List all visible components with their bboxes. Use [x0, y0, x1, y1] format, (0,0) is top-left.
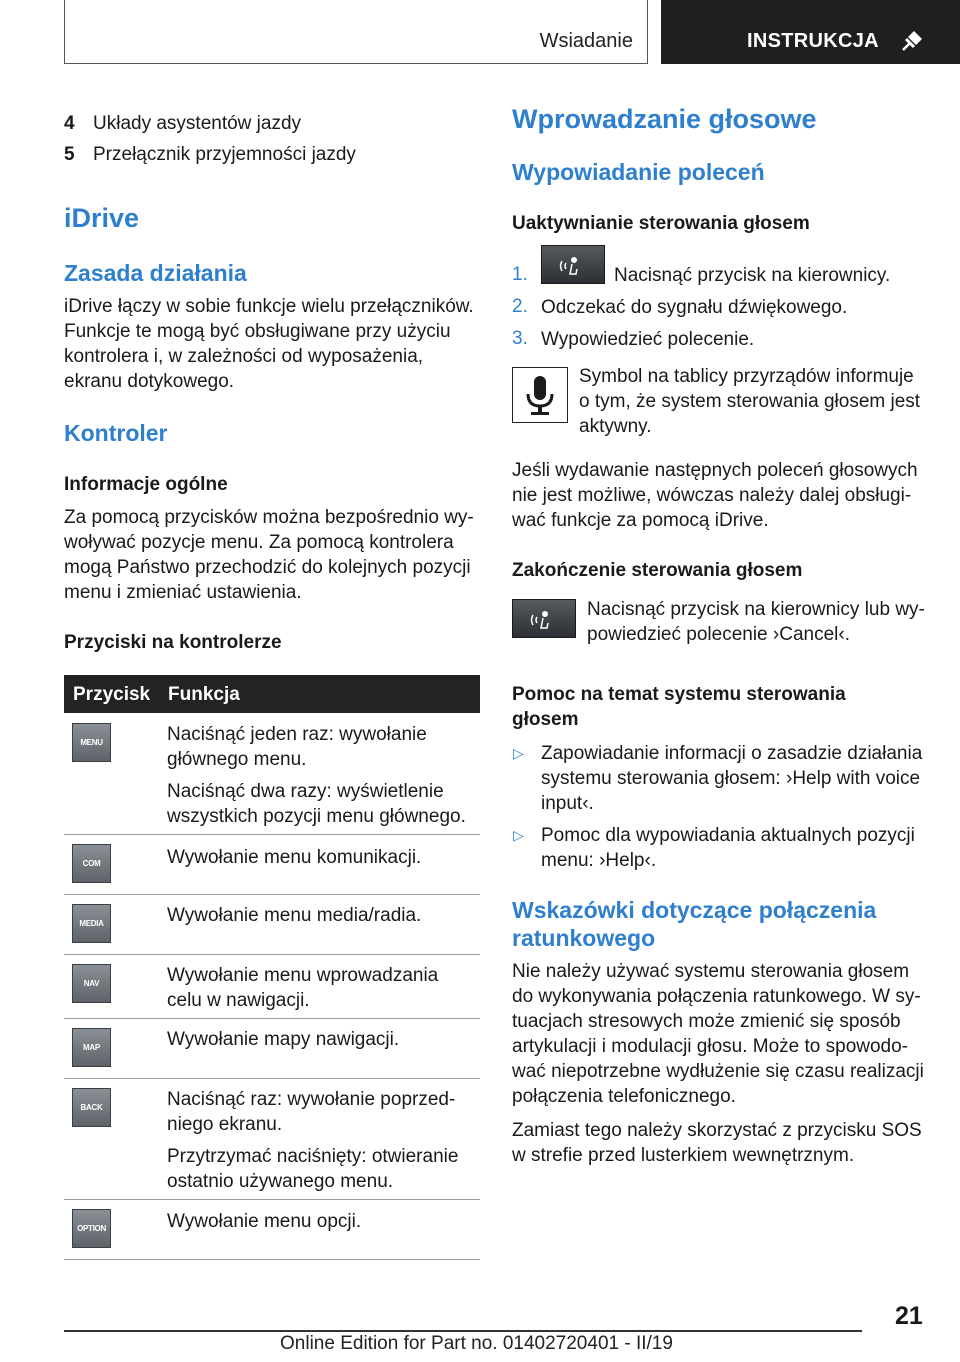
heading-wypowiadanie: Wypowiadanie poleceń — [512, 159, 765, 185]
paragraph-line: nie jest możliwe, wówczas należy dalej obsługi‐ — [512, 485, 912, 506]
page-number: 21 — [895, 1302, 923, 1330]
table-cell-line: Przytrzymać naciśnięty: otwieranie — [167, 1146, 459, 1167]
list-item-number: 5 — [64, 144, 75, 165]
table-row-divider — [64, 1259, 480, 1260]
paragraph-line: wać funkcje za pomocą iDrive. — [512, 510, 769, 531]
heading-kontroler: Kontroler — [64, 420, 168, 446]
header-section-box — [64, 0, 648, 64]
bullet-line: Pomoc dla wypowiadania aktualnych pozycji — [541, 825, 915, 846]
table-cell-line: Wywołanie menu opcji. — [167, 1211, 362, 1232]
bullet-line: menu: ›Help‹. — [541, 850, 657, 871]
table-header — [64, 675, 480, 713]
step-number: 1. — [512, 264, 528, 285]
table-cell-line: wszystkich pozycji menu głównego. — [167, 806, 466, 827]
paragraph-line: aktywny. — [579, 416, 652, 437]
heading-pomoc: Pomoc na temat systemu sterowania — [512, 684, 846, 705]
step-number: 2. — [512, 296, 528, 317]
back-button-icon: BACK — [72, 1088, 111, 1127]
voice-button-icon — [512, 599, 576, 638]
heading-przyciski: Przyciski na kontrolerze — [64, 632, 282, 653]
header-chapter-label: INSTRUKCJA — [747, 30, 879, 52]
table-cell-line: głównego menu. — [167, 749, 307, 770]
paragraph-line: mogą Państwo przechodzić do kolejnych pozycji — [64, 557, 471, 578]
paragraph-line: połączenia telefonicznego. — [512, 1086, 736, 1107]
bullet-triangle-icon: ▷ — [513, 827, 524, 843]
map-button-icon: MAP — [72, 1028, 111, 1067]
bullet-line: systemu sterowania głosem: ›Help with voice — [541, 768, 921, 789]
table-row-divider — [64, 894, 480, 895]
paragraph-line: Jeśli wydawanie następnych poleceń głosowych — [512, 460, 918, 481]
paragraph-line: Funkcje te mogą być obsługiwane przy użyciu — [64, 321, 451, 342]
pin-icon — [899, 28, 925, 54]
voice-button-icon — [541, 245, 605, 284]
heading-idrive: iDrive — [64, 203, 140, 233]
table-row-divider — [64, 954, 480, 955]
paragraph-line: kontrolera i, w zależności od wyposażenia, — [64, 346, 424, 367]
paragraph-line: artykulacji i modulacji głosu. Może to spowodo‐ — [512, 1036, 909, 1057]
step-text: Wypowiedzieć polecenie. — [541, 329, 755, 350]
heading-wskazowki-cont: ratunkowego — [512, 925, 656, 951]
list-item-text: Układy asystentów jazdy — [93, 113, 302, 134]
paragraph-line: do wykonywania połączenia ratunkowego. W sy‐ — [512, 986, 921, 1007]
menu-button-icon: MENU — [72, 723, 111, 762]
list-item-number: 4 — [64, 113, 75, 134]
bullet-line: Zapowiadanie informacji o zasadzie działania — [541, 743, 923, 764]
table-cell-line: Wywołanie mapy nawigacji. — [167, 1029, 400, 1050]
bullet-triangle-icon: ▷ — [513, 745, 524, 761]
heading-zasada: Zasada działania — [64, 260, 247, 286]
paragraph-line: o tym, że system sterowania głosem jest — [579, 391, 921, 412]
table-row-divider — [64, 834, 480, 835]
heading-informacje: Informacje ogólne — [64, 474, 228, 495]
table-header-funkcja: Funkcja — [168, 684, 240, 705]
media-button-icon: MEDIA — [72, 904, 111, 943]
list-item-text: Przełącznik przyjemności jazdy — [93, 144, 356, 165]
paragraph-line: Symbol na tablicy przyrządów informuje — [579, 366, 914, 387]
table-cell-line: Naciśnąć raz: wywołanie poprzed‐ — [167, 1089, 456, 1110]
footer-divider — [64, 1330, 862, 1332]
paragraph-line: Zamiast tego należy skorzystać z przycisku SOS — [512, 1120, 922, 1141]
table-cell-line: ostatnio używanego menu. — [167, 1171, 394, 1192]
microphone-icon — [512, 367, 568, 423]
heading-wskazowki: Wskazówki dotyczące połączenia — [512, 897, 877, 923]
header-section-label: Wsiadanie — [539, 30, 633, 52]
step-number: 3. — [512, 328, 528, 349]
table-cell-line: niego ekranu. — [167, 1114, 283, 1135]
heading-wprowadzanie: Wprowadzanie głosowe — [512, 104, 817, 134]
step-text: Nacisnąć przycisk na kierownicy. — [614, 265, 891, 286]
paragraph-line: woływać pozycje menu. Za pomocą kontrolera — [64, 532, 454, 553]
header-chapter-box — [661, 0, 960, 64]
paragraph-line: wać niepotrzebne wydłużenie się czasu realizacji — [512, 1061, 924, 1082]
table-cell-line: Wywołanie menu media/radia. — [167, 905, 422, 926]
heading-pomoc-cont: głosem — [512, 709, 579, 730]
table-cell-line: Naciśnąć dwa razy: wyświetlenie — [167, 781, 444, 802]
nav-button-icon: NAV — [72, 964, 111, 1003]
step-text: Odczekać do sygnału dźwiękowego. — [541, 297, 848, 318]
paragraph-line: menu i zmieniać ustawienia. — [64, 582, 302, 603]
table-header-przycisk: Przycisk — [73, 684, 151, 705]
bullet-line: input‹. — [541, 793, 594, 814]
paragraph-line: powiedzieć polecenie ›Cancel‹. — [587, 624, 850, 645]
heading-zakonczenie: Zakończenie sterowania głosem — [512, 560, 803, 581]
com-button-icon: COM — [72, 844, 111, 883]
paragraph-line: ekranu dotykowego. — [64, 371, 235, 392]
table-row-divider — [64, 1078, 480, 1079]
table-cell-line: Naciśnąć jeden raz: wywołanie — [167, 724, 427, 745]
paragraph-line: w strefie przed lusterkiem wewnętrznym. — [512, 1145, 855, 1166]
option-button-icon: OPTION — [72, 1209, 111, 1248]
paragraph-line: iDrive łączy w sobie funkcje wielu przełączników. — [64, 296, 474, 317]
paragraph-line: Nacisnąć przycisk na kierownicy lub wy‐ — [587, 599, 925, 620]
footer-edition: Online Edition for Part no. 01402720401 - II/19 — [280, 1333, 673, 1354]
table-cell-line: Wywołanie menu komunikacji. — [167, 847, 422, 868]
heading-uaktywnianie: Uaktywnianie sterowania głosem — [512, 213, 810, 234]
table-row-divider — [64, 1199, 480, 1200]
table-row-divider — [64, 1018, 480, 1019]
paragraph-line: tuacjach stresowych może zmienić się sposób — [512, 1011, 901, 1032]
paragraph-line: Za pomocą przycisków można bezpośrednio wy‐ — [64, 507, 474, 528]
table-cell-line: Wywołanie menu wprowadzania — [167, 965, 439, 986]
paragraph-line: Nie należy używać systemu sterowania głosem — [512, 961, 910, 982]
table-cell-line: celu w nawigacji. — [167, 990, 310, 1011]
